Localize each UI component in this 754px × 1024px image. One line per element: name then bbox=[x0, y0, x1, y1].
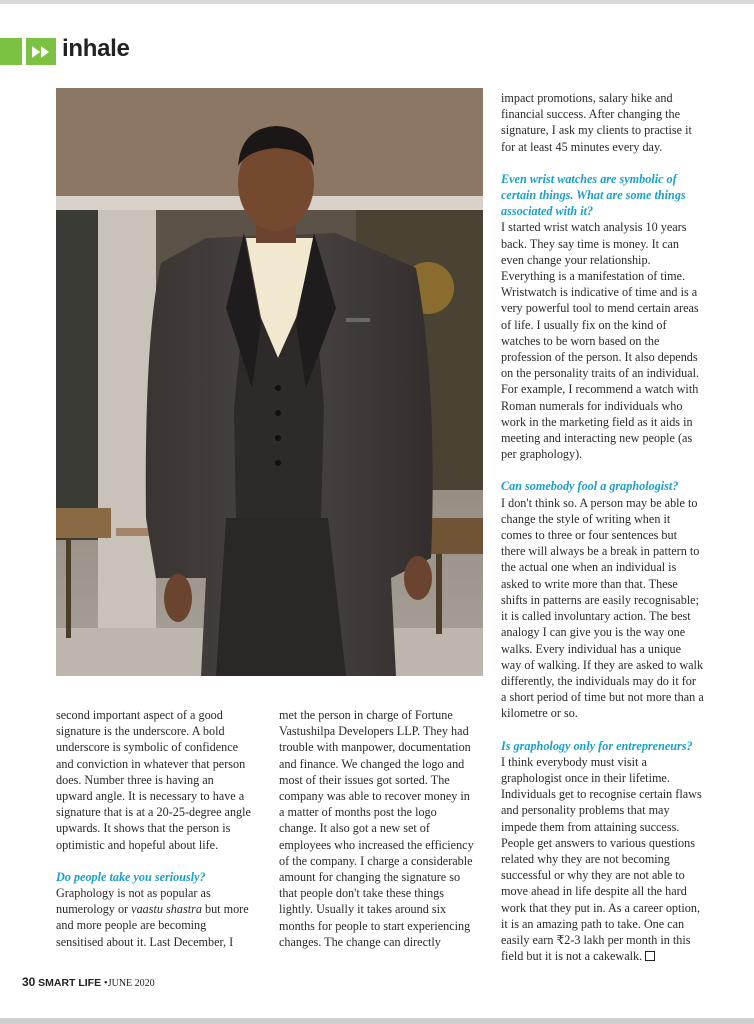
page-footer bbox=[22, 975, 155, 989]
text-column-middle bbox=[279, 707, 475, 950]
section-title: inhale bbox=[62, 35, 130, 62]
paragraph-text: I think everybody must visit a graphologist once in their lifetime. Individuals get to recognise certain flaws and personality problems that may impede them from attaining success. People get answers to various questions related why they are not becoming successful or why they are not able to move ahead in life despite all the hard work that they put in. As a career option, it is an amazing path to take. One can easily earn ₹2-3 lakh per month in this field but it is not a cakewalk. bbox=[501, 754, 702, 964]
end-of-article-icon bbox=[645, 951, 655, 961]
paragraph: impact promotions, salary hike and financial success. After changing the signature, I ask my clients to practise it for at least 45 minutes every day. bbox=[501, 91, 692, 154]
paragraph: second important aspect of a good signature is the underscore. A bold underscore is symbolic of confidence and conviction in whatever that person does. Number three is having an upward angle. It is necessary to have a signature that is at a 20-25-degree angle upwards. It shows that the person is optimistic and hopeful about life. bbox=[56, 708, 251, 852]
issue-date: JUNE 2020 bbox=[107, 978, 155, 989]
paragraph: met the person in charge of Fortune Vastushilpa Developers LLP. They had trouble with manpower, documentation and finance. We changed the logo and most of their issues got sorted. The company was able to recover money in a matter of months post the logo change. It also got a new set of employees who increased the efficiency of the company. I charge a considerable amount for changing the signature so that people don't take these things lightly. Usually it takes around six months for people to start experiencing changes. The change can directly bbox=[279, 708, 474, 949]
text-column-left bbox=[56, 707, 252, 950]
paragraph: I don't think so. A person may be able to change the style of writing when it comes to three or four sentences but there will always be a break in pattern to the actual one when an individual is asked to write more than that. These shifts in patterns are easily recognisable; it is called involuntary action. The best analogy I can give you is the way one walks. Every individual has a unique way of walking. If they are asked to walk differently, the individuals may do it for a short period of time but not more than a kilometre or so. bbox=[501, 495, 704, 721]
paragraph bbox=[501, 754, 704, 965]
italic-term: vaastu shastra bbox=[131, 902, 202, 917]
portrait-photo bbox=[56, 88, 483, 676]
section-color-bar bbox=[0, 38, 22, 65]
magazine-name: SMART LIFE bbox=[38, 977, 102, 989]
page-number: 30 bbox=[22, 975, 36, 989]
fast-forward-icon bbox=[26, 38, 56, 65]
interview-question: Can somebody fool a graphologist? bbox=[501, 479, 679, 494]
paragraph-text: but more and more people are becoming sensitised about it. Last December, I bbox=[56, 902, 249, 949]
paragraph-text: Graphology is not as popular as numerology or bbox=[56, 886, 211, 917]
interview-question: Is graphology only for entrepreneurs? bbox=[501, 738, 693, 753]
page-bottom-edge bbox=[0, 1018, 754, 1024]
footer-separator: • bbox=[103, 977, 108, 989]
interview-question: Even wrist watches are symbolic of certain things. What are some things associated with it? bbox=[501, 171, 686, 219]
paragraph bbox=[56, 885, 252, 950]
text-column-right bbox=[501, 90, 704, 964]
paragraph: I started wrist watch analysis 10 years back. They say time is money. It can even change your relationship. Everything is a manifestation of time. Wristwatch is indicative of time and is a very powerful tool to mend certain areas of life. I usually fix on the kind of watches to be worn based on the profession of the person. It also depends on the personality traits of an individual. For example, I recommend a watch with Roman numerals for individuals who work in the marketing field as it aids in meeting and interacting new people (as per graphology). bbox=[501, 220, 700, 462]
page-top-edge bbox=[0, 0, 754, 4]
interview-question: Do people take you seriously? bbox=[56, 869, 206, 884]
